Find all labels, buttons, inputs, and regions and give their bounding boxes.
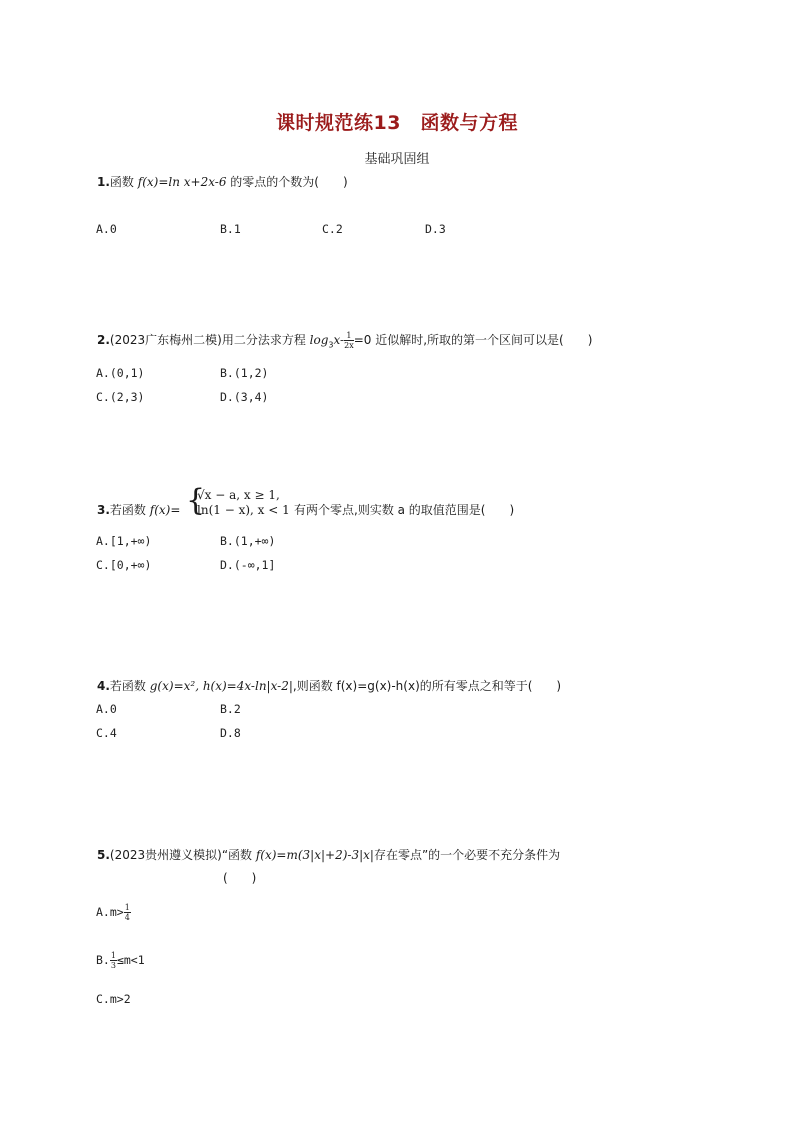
- option-d[interactable]: D.3: [425, 222, 446, 236]
- fraction-denominator: 4: [124, 913, 130, 922]
- option-c[interactable]: C.m>2: [96, 992, 131, 1006]
- fraction-numerator: 1: [110, 951, 116, 960]
- option-b[interactable]: B.(1,+∞): [220, 534, 276, 548]
- page-title: 课时规范练13 函数与方程: [276, 112, 518, 134]
- math-fraction: [344, 331, 354, 350]
- option-c[interactable]: C.[0,+∞): [96, 558, 152, 572]
- option-d[interactable]: D.(-∞,1]: [220, 558, 276, 572]
- question-text: (2023贵州遵义模拟)“函数: [109, 848, 256, 862]
- question-text: 若函数: [109, 679, 150, 693]
- question-text-tail: 的零点的个数为( ): [226, 175, 348, 189]
- option-c[interactable]: C.4: [96, 726, 117, 740]
- question-math: f(x)=ln x+2x-6: [137, 175, 227, 189]
- question-4: [97, 677, 561, 694]
- question-text-tail: 有两个零点,则实数 a 的取值范围是( ): [294, 503, 515, 517]
- question-2: [97, 326, 592, 359]
- question-text: 若函数: [109, 503, 150, 517]
- fraction-denominator: 2x: [344, 341, 354, 350]
- question-text-tail: 存在零点”的一个必要不充分条件为: [373, 848, 561, 862]
- option-b[interactable]: B.2: [220, 702, 241, 716]
- question-number: 4.: [97, 679, 110, 693]
- math-equals: =0: [353, 333, 372, 347]
- option-b-label: B.: [96, 953, 110, 967]
- math-log: log: [309, 333, 329, 347]
- option-d[interactable]: D.(3,4): [220, 390, 269, 404]
- math-fraction: [110, 951, 117, 970]
- question-text: 函数: [109, 175, 138, 189]
- question-1: [97, 173, 348, 190]
- question-number: 5.: [97, 848, 110, 862]
- question-text-tail: 近似解时,所取的第一个区间可以是( ): [371, 333, 593, 347]
- option-a-label: A.m>: [96, 905, 124, 919]
- option-b[interactable]: B.(1,2): [220, 366, 269, 380]
- question-number: 3.: [97, 503, 110, 517]
- question-math: g(x)=x², h(x)=4x-ln|x-2|: [149, 679, 293, 693]
- question-text-tail: ,则函数 f(x)=g(x)-h(x)的所有零点之和等于( ): [292, 679, 562, 693]
- fraction-denominator: 3: [110, 961, 116, 970]
- option-a[interactable]: [96, 902, 131, 922]
- question-5: [97, 846, 560, 863]
- question-math: f(x)=m(3|x|+2)-3|x|: [255, 848, 374, 862]
- option-a[interactable]: A.[1,+∞): [96, 534, 152, 548]
- fraction-numerator: 1: [344, 331, 354, 341]
- question-number: 1.: [97, 175, 110, 189]
- piecewise-case-1: √x − a, x ≥ 1,: [197, 488, 280, 502]
- question-3-intro: [97, 501, 180, 518]
- option-a[interactable]: A.0: [96, 702, 117, 716]
- option-c[interactable]: C.(2,3): [96, 390, 145, 404]
- math-fraction: [124, 903, 131, 922]
- question-text: (2023广东梅州二模)用二分法求方程: [109, 333, 310, 347]
- question-number: 2.: [97, 333, 110, 347]
- piecewise-case-2: ln(1 − x), x < 1: [197, 503, 290, 517]
- math-x: x-: [333, 333, 345, 347]
- option-b-text: ≤m<1: [116, 953, 145, 967]
- answer-blank: ( ): [223, 871, 257, 885]
- option-d[interactable]: D.8: [220, 726, 241, 740]
- option-b[interactable]: B.1: [220, 222, 241, 236]
- option-a[interactable]: A.0: [96, 222, 117, 236]
- piecewise-brace: {: [186, 483, 206, 518]
- math-log-base: 3: [328, 340, 334, 350]
- section-heading: 基础巩固组: [364, 152, 430, 167]
- question-math: f(x)=: [149, 503, 181, 517]
- option-c[interactable]: C.2: [322, 222, 343, 236]
- option-a[interactable]: A.(0,1): [96, 366, 145, 380]
- option-b[interactable]: [96, 950, 145, 970]
- fraction-numerator: 1: [124, 903, 130, 912]
